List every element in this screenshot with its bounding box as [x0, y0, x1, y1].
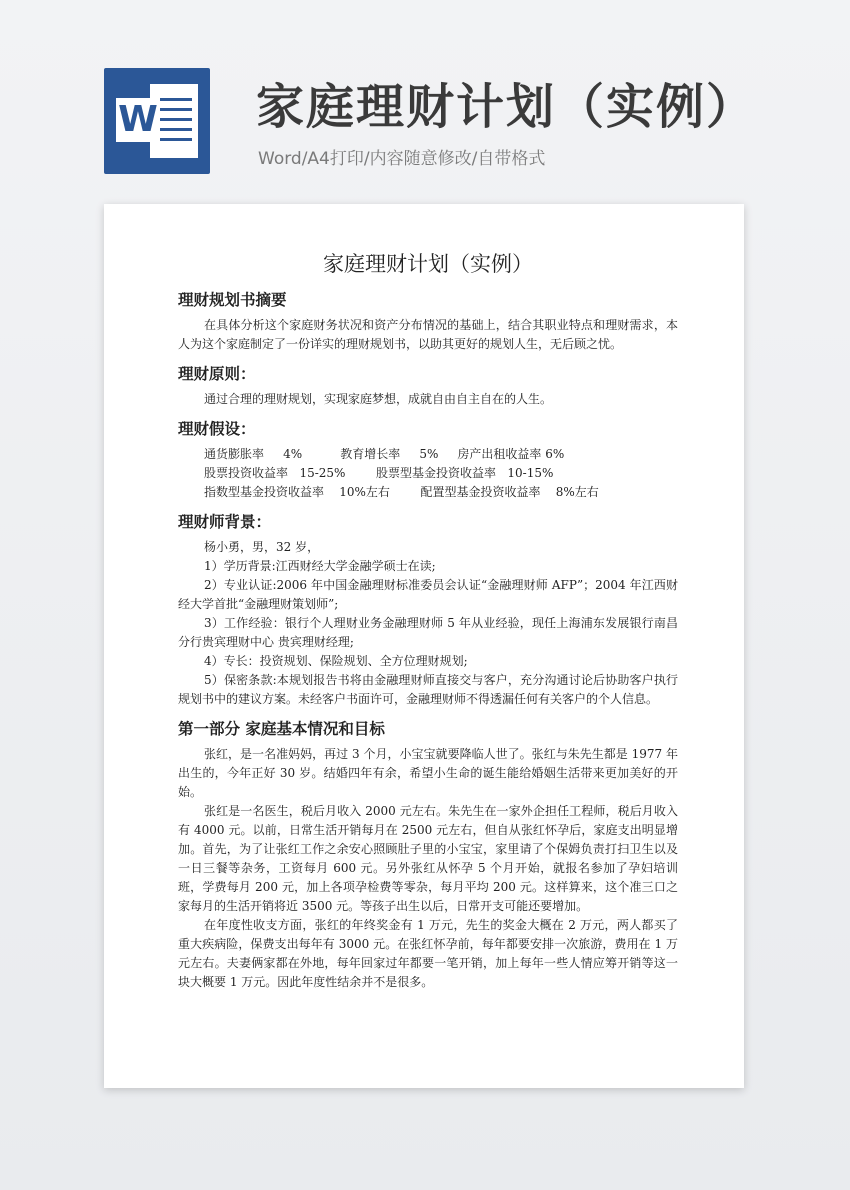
summary-heading: 理财规划书摘要: [178, 291, 287, 309]
planner-item: 3）工作经验：银行个人理财业务金融理财师 5 年从业经验，现任上海浦东发展银行南昌分行贵宾理财中心 贵宾理财经理;: [178, 616, 678, 649]
part1-paragraph: 张红是一名医生，税后月收入 2000 元左右。朱先生在一家外企担任工程师，税后月收入有 4000 元。以前，日常生活开销每月在 2500 元左右，但自从张红怀孕后，家庭支出明显增加。首先，为了让张红工作之余安心照顾肚子里的小宝宝，家里请了个保姆负责打扫卫生以及一日三餐等杂务，工资每月 600 元。另外张红从怀孕 5 个月开始，就报名参加了孕妇培训班，学费每月 200 元，加上各项孕检费等零杂，每月平均 200 元。这样算来，这个准三口之家每月的生活开销将近 3500 元。等孩子出生以后，日常开支可能还要增加。: [178, 804, 678, 913]
summary-text: 在具体分析这个家庭财务状况和资产分布情况的基础上，结合其职业特点和理财需求，本人为这个家庭制定了一份详实的理财规划书，以助其更好的规划人生，无后顾之忧。: [178, 318, 678, 351]
principle-text: 通过合理的理财规划，实现家庭梦想，成就自由自主自在的人生。: [204, 392, 553, 406]
part1-paragraph: 在年度性收支方面，张红的年终奖金有 1 万元，先生的奖金大概在 2 万元，两人都买了重大疾病险，保费支出每年有 3000 元。在张红怀孕前，每年都要安排一次旅游，费用在 1 万元左右。夫妻俩家都在外地，每年回家过年都要一笔开销，加上每年一些人情应筹开销等这一块大概要 1 万元。因此年度性结余并不是很多。: [178, 918, 678, 989]
part1-paragraph: 张红，是一名准妈妈，再过 3 个月，小宝宝就要降临人世了。张红与朱先生都是 1977 年出生的，今年正好 30 岁。结婚四年有余，希望小生命的诞生能给婚姻生活带来更加美好的开始。: [178, 747, 678, 799]
planner-name: 杨小勇，男，32 岁，: [204, 540, 320, 554]
planner-item: 4）专长：投资规划、保险规划、全方位理财规划;: [204, 654, 468, 668]
planner-item: 5）保密条款:本规划报告书将由金融理财师直接交与客户，充分沟通讨论后协助客户执行规划书中的建议方案。未经客户书面许可，金融理财师不得透漏任何有关客户的个人信息。: [178, 673, 678, 706]
planner-heading: 理财师背景：: [178, 513, 272, 531]
word-app-icon: [104, 68, 210, 174]
document-title: 家庭理财计划（实例）: [323, 252, 533, 276]
word-letter-icon: W: [116, 98, 160, 142]
assumption-row: 指数型基金投资收益率 10%左右 配置型基金投资收益率 8%左右: [204, 485, 599, 499]
document-content: [178, 248, 678, 992]
document-page: [104, 204, 744, 1088]
page-title: 家庭理财计划（实例）: [256, 79, 757, 135]
principle-heading: 理财原则：: [178, 365, 256, 383]
assumption-row: 股票投资收益率 15-25% 股票型基金投资收益率 10-15%: [204, 466, 554, 480]
planner-item: 1）学历背景:江西财经大学金融学硕士在读;: [204, 559, 436, 573]
planner-item: 2）专业认证:2006 年中国金融理财标准委员会认证“金融理财师 AFP”；2004 年江西财经大学首批“金融理财策划师”;: [178, 578, 678, 611]
part1-heading: 第一部分 家庭基本情况和目标: [178, 720, 385, 738]
assumptions-heading: 理财假设：: [178, 420, 256, 438]
assumption-row: 通货膨胀率 4% 教育增长率 5% 房产出租收益率 6%: [204, 447, 565, 461]
page-subtitle: Word/A4打印/内容随意修改/自带格式: [258, 149, 546, 169]
